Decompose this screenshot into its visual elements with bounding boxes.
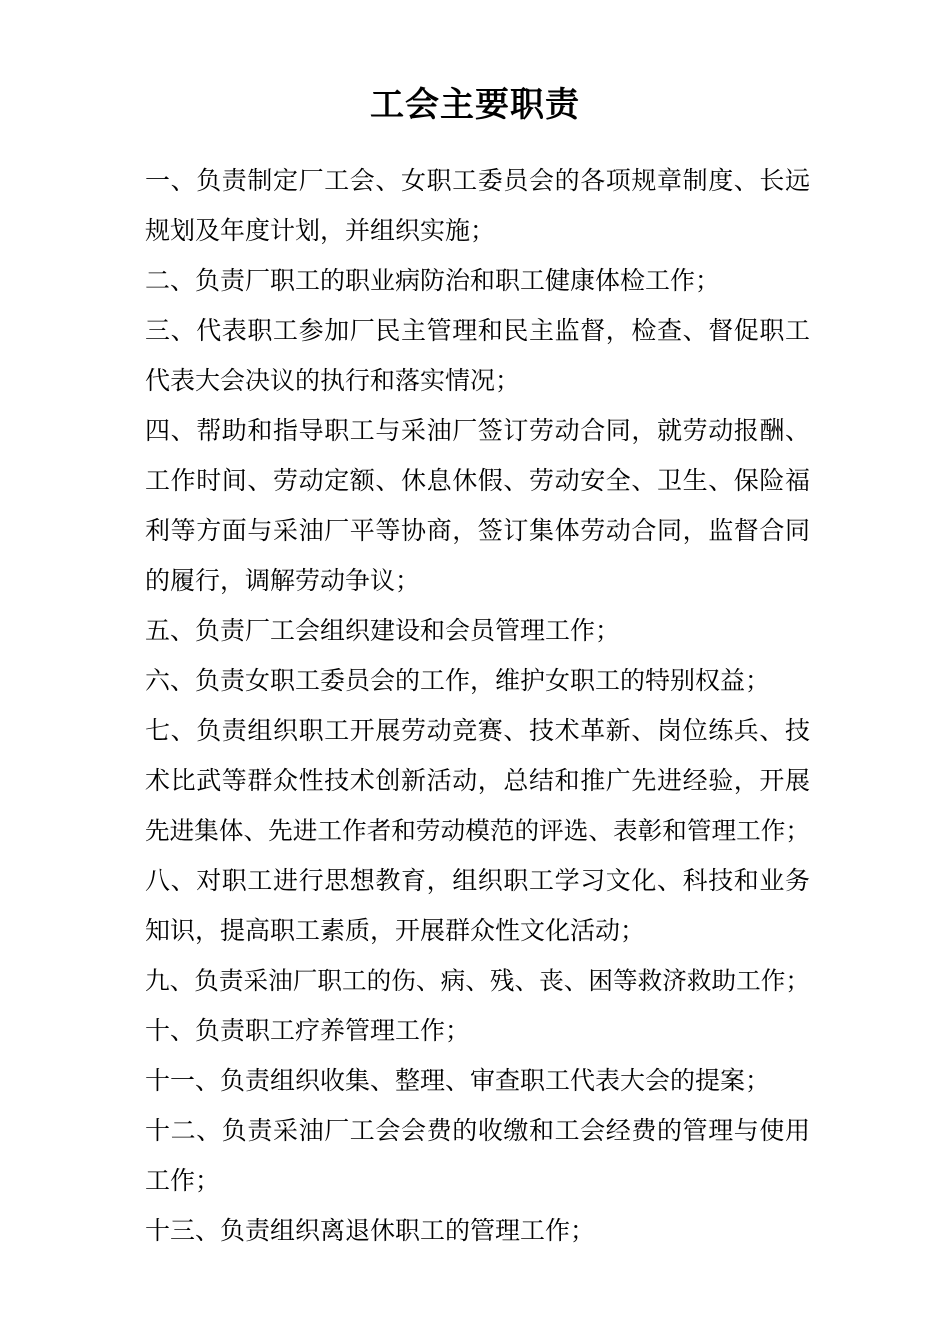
body-text-line: 工作； xyxy=(145,1166,221,1195)
body-text-line: 五、负责厂工会组织建设和会员管理工作； xyxy=(145,616,621,645)
body-text-line: 八、对职工进行思想教育，组织职工学习文化、科技和业务 xyxy=(145,866,810,895)
document-body xyxy=(145,156,810,1256)
body-text-line: 二、负责厂职工的职业病防治和职工健康体检工作； xyxy=(145,266,721,295)
body-text-line: 十、负责职工疗养管理工作； xyxy=(145,1016,471,1045)
body-text-line: 先进集体、先进工作者和劳动模范的评选、表彰和管理工作； xyxy=(145,816,810,845)
body-text-line: 术比武等群众性技术创新活动，总结和推广先进经验，开展 xyxy=(145,766,810,795)
body-text-line: 十二、负责采油厂工会会费的收缴和工会经费的管理与使用 xyxy=(145,1116,810,1145)
body-text-line: 代表大会决议的执行和落实情况； xyxy=(145,366,521,395)
body-text-line: 七、负责组织职工开展劳动竞赛、技术革新、岗位练兵、技 xyxy=(145,716,810,745)
body-text-line: 四、帮助和指导职工与采油厂签订劳动合同，就劳动报酬、 xyxy=(145,416,810,445)
body-text-line: 规划及年度计划，并组织实施； xyxy=(145,216,496,245)
body-text-line: 工作时间、劳动定额、休息休假、劳动安全、卫生、保险福 xyxy=(145,466,810,495)
body-text-line: 的履行，调解劳动争议； xyxy=(145,566,421,595)
body-text-line: 三、代表职工参加厂民主管理和民主监督，检查、督促职工 xyxy=(145,316,810,345)
body-text-line: 一、负责制定厂工会、女职工委员会的各项规章制度、长远 xyxy=(145,166,810,195)
document-title: 工会主要职责 xyxy=(370,85,580,125)
body-text-line: 十三、负责组织离退休职工的管理工作； xyxy=(145,1216,596,1245)
body-text-line: 十一、负责组织收集、整理、审查职工代表大会的提案； xyxy=(145,1066,771,1095)
body-text-line: 九、负责采油厂职工的伤、病、残、丧、困等救济救助工作； xyxy=(145,966,810,995)
body-text-line: 利等方面与采油厂平等协商，签订集体劳动合同，监督合同 xyxy=(145,516,810,545)
body-text-line: 六、负责女职工委员会的工作，维护女职工的特别权益； xyxy=(145,666,771,695)
body-text-line: 知识，提高职工素质，开展群众性文化活动； xyxy=(145,916,646,945)
